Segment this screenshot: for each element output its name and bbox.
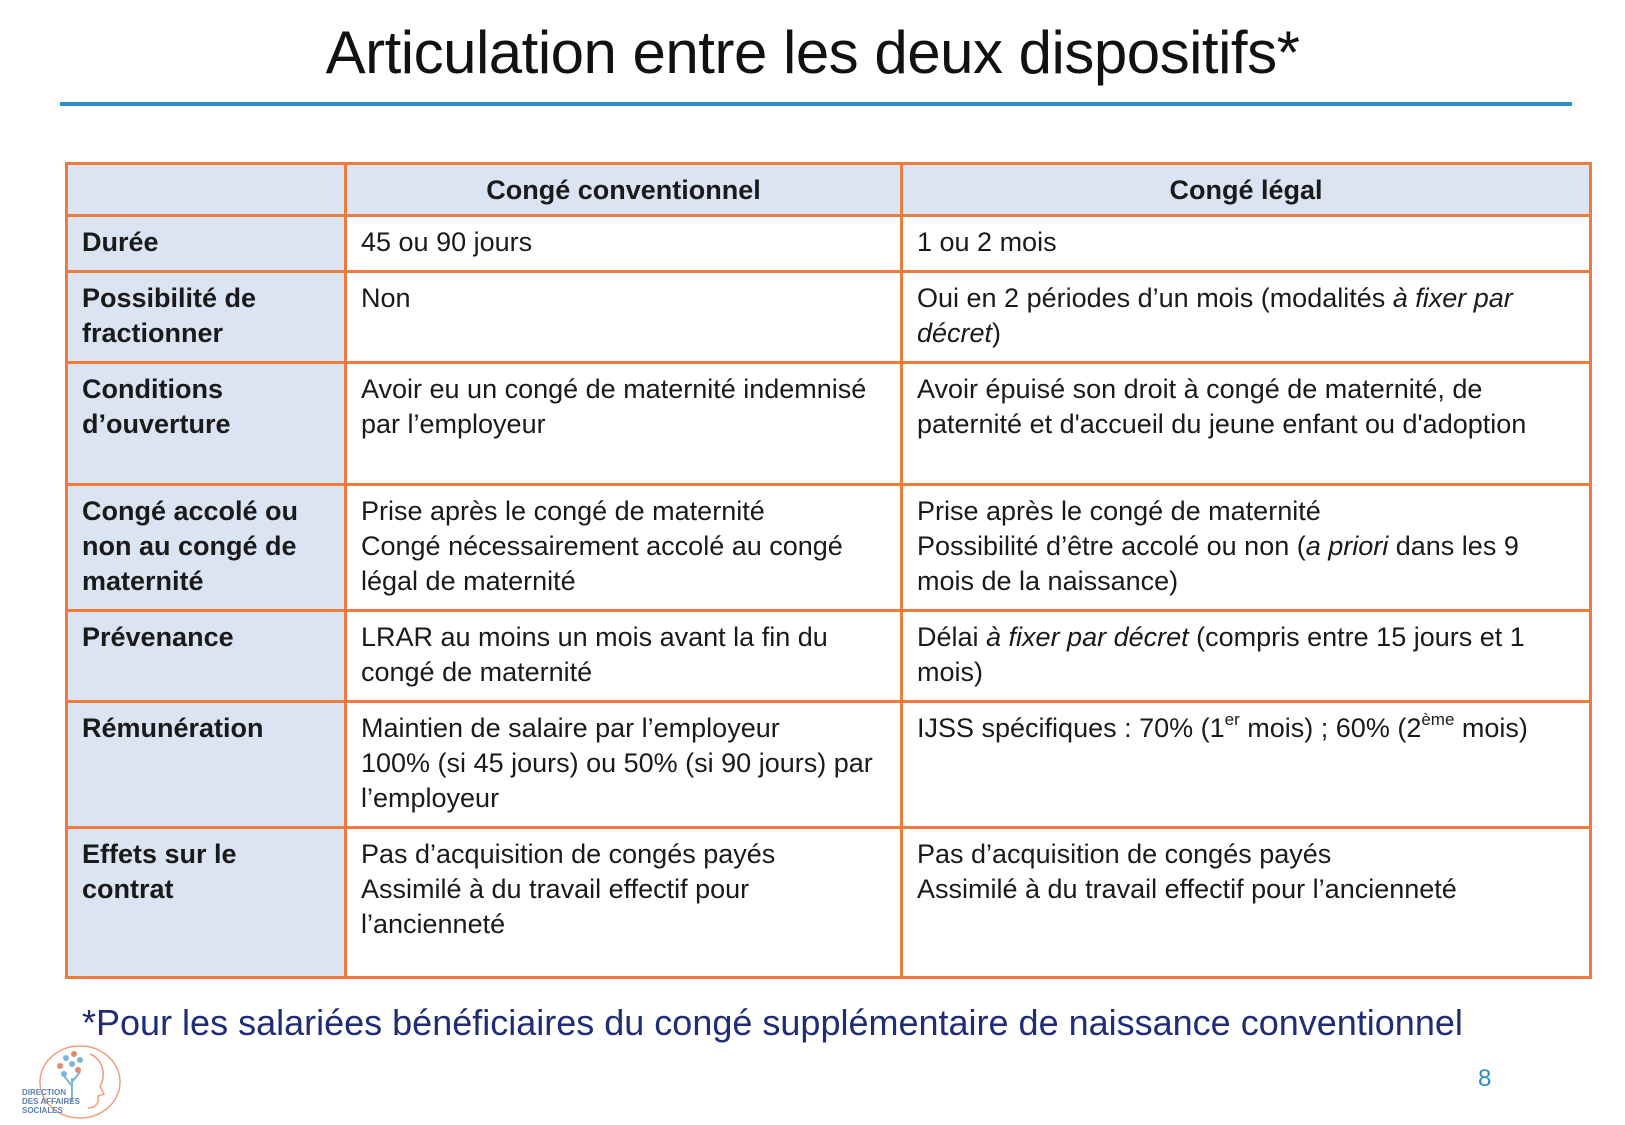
superscript: er — [1224, 710, 1240, 729]
cell-line: Maintien de salaire par l’employeur — [361, 713, 780, 743]
header-corner — [67, 164, 346, 216]
cell-line: Prise après le congé de maternité — [361, 496, 765, 526]
cell-line: Pas d’acquisition de congés payés — [361, 839, 776, 869]
cell-line: Assimilé à du travail effectif pour l’ancienneté — [361, 874, 750, 939]
logo-line: DES AFFAIRES — [22, 1097, 80, 1106]
cell-line — [917, 529, 1575, 599]
cell-legal — [902, 272, 1591, 363]
cell-text-italic: à fixer par décret — [917, 283, 1513, 348]
cell-text: dans les 9 mois de la naissance) — [917, 531, 1519, 596]
cell-line: Assimilé à du travail effectif pour l’ancienneté — [917, 874, 1457, 904]
comparison-table — [65, 162, 1592, 979]
superscript: ème — [1421, 710, 1455, 729]
cell-text: (compris entre 15 jours et 1 mois) — [917, 622, 1525, 687]
cell-legal: 1 ou 2 mois — [902, 216, 1591, 272]
row-label: Durée — [67, 216, 346, 272]
table-row — [67, 485, 1591, 611]
logo-wordmark — [22, 1088, 82, 1115]
table-row — [67, 611, 1591, 702]
cell-line: Pas d’acquisition de congés payés — [917, 839, 1332, 869]
row-label: Effets sur le contrat — [67, 828, 346, 978]
row-label: Possibilité de fractionner — [67, 272, 346, 363]
cell-conventionnel: LRAR au moins un mois avant la fin du congé de maternité — [346, 611, 902, 702]
cell-conventionnel — [346, 828, 902, 978]
cell-line: 100% (si 45 jours) ou 50% (si 90 jours) par l’employeur — [361, 748, 873, 813]
cell-text: Possibilité d’être accolé ou non ( — [917, 531, 1306, 561]
row-label: Conditions d’ouverture — [67, 363, 346, 485]
page-number: 8 — [1478, 1065, 1492, 1092]
title-divider — [60, 102, 1572, 106]
cell-conventionnel — [346, 485, 902, 611]
cell-legal — [902, 702, 1591, 828]
cell-text: Délai — [917, 622, 987, 652]
table-row — [67, 363, 1591, 485]
header-conge-legal: Congé légal — [902, 164, 1591, 216]
header-conge-conventionnel: Congé conventionnel — [346, 164, 902, 216]
page-title: Articulation entre les deux dispositifs* — [325, 19, 1300, 86]
cell-text: Oui en 2 périodes d’un mois (modalités — [917, 283, 1393, 313]
table-row — [67, 216, 1591, 272]
logo-line: SOCIALES — [22, 1106, 63, 1115]
cell-text-italic: a priori — [1305, 531, 1389, 561]
cell-text: ) — [992, 318, 1002, 348]
cell-text: IJSS spécifiques : 70% (1 — [917, 713, 1225, 743]
table-row — [67, 702, 1591, 828]
row-label: Rémunération — [67, 702, 346, 828]
cell-conventionnel: Avoir eu un congé de maternité indemnisé par l’employeur — [346, 363, 902, 485]
cell-conventionnel: 45 ou 90 jours — [346, 216, 902, 272]
cell-text: mois) ; 60% (2 — [1239, 713, 1422, 743]
cell-legal — [902, 611, 1591, 702]
footnote: *Pour les salariées bénéficiaires du congé supplémentaire de naissance conventionnel — [82, 1002, 1463, 1043]
cell-conventionnel — [346, 702, 902, 828]
cell-line: Prise après le congé de maternité — [917, 496, 1321, 526]
cell-legal — [902, 828, 1591, 978]
cell-text-italic: à fixer par décret — [986, 622, 1189, 652]
table-row — [67, 828, 1591, 978]
cell-legal — [902, 485, 1591, 611]
table-header-row — [67, 164, 1591, 216]
table-row — [67, 272, 1591, 363]
cell-text: mois) — [1454, 713, 1528, 743]
cell-line: Congé nécessairement accolé au congé légal de maternité — [361, 531, 843, 596]
row-label: Congé accolé ou non au congé de maternité — [67, 485, 346, 611]
row-label: Prévenance — [67, 611, 346, 702]
cell-conventionnel: Non — [346, 272, 902, 363]
logo-line: DIRECTION — [22, 1088, 66, 1097]
cell-legal: Avoir épuisé son droit à congé de maternité, de paternité et d'accueil du jeune enfant ou d'adoption — [902, 363, 1591, 485]
